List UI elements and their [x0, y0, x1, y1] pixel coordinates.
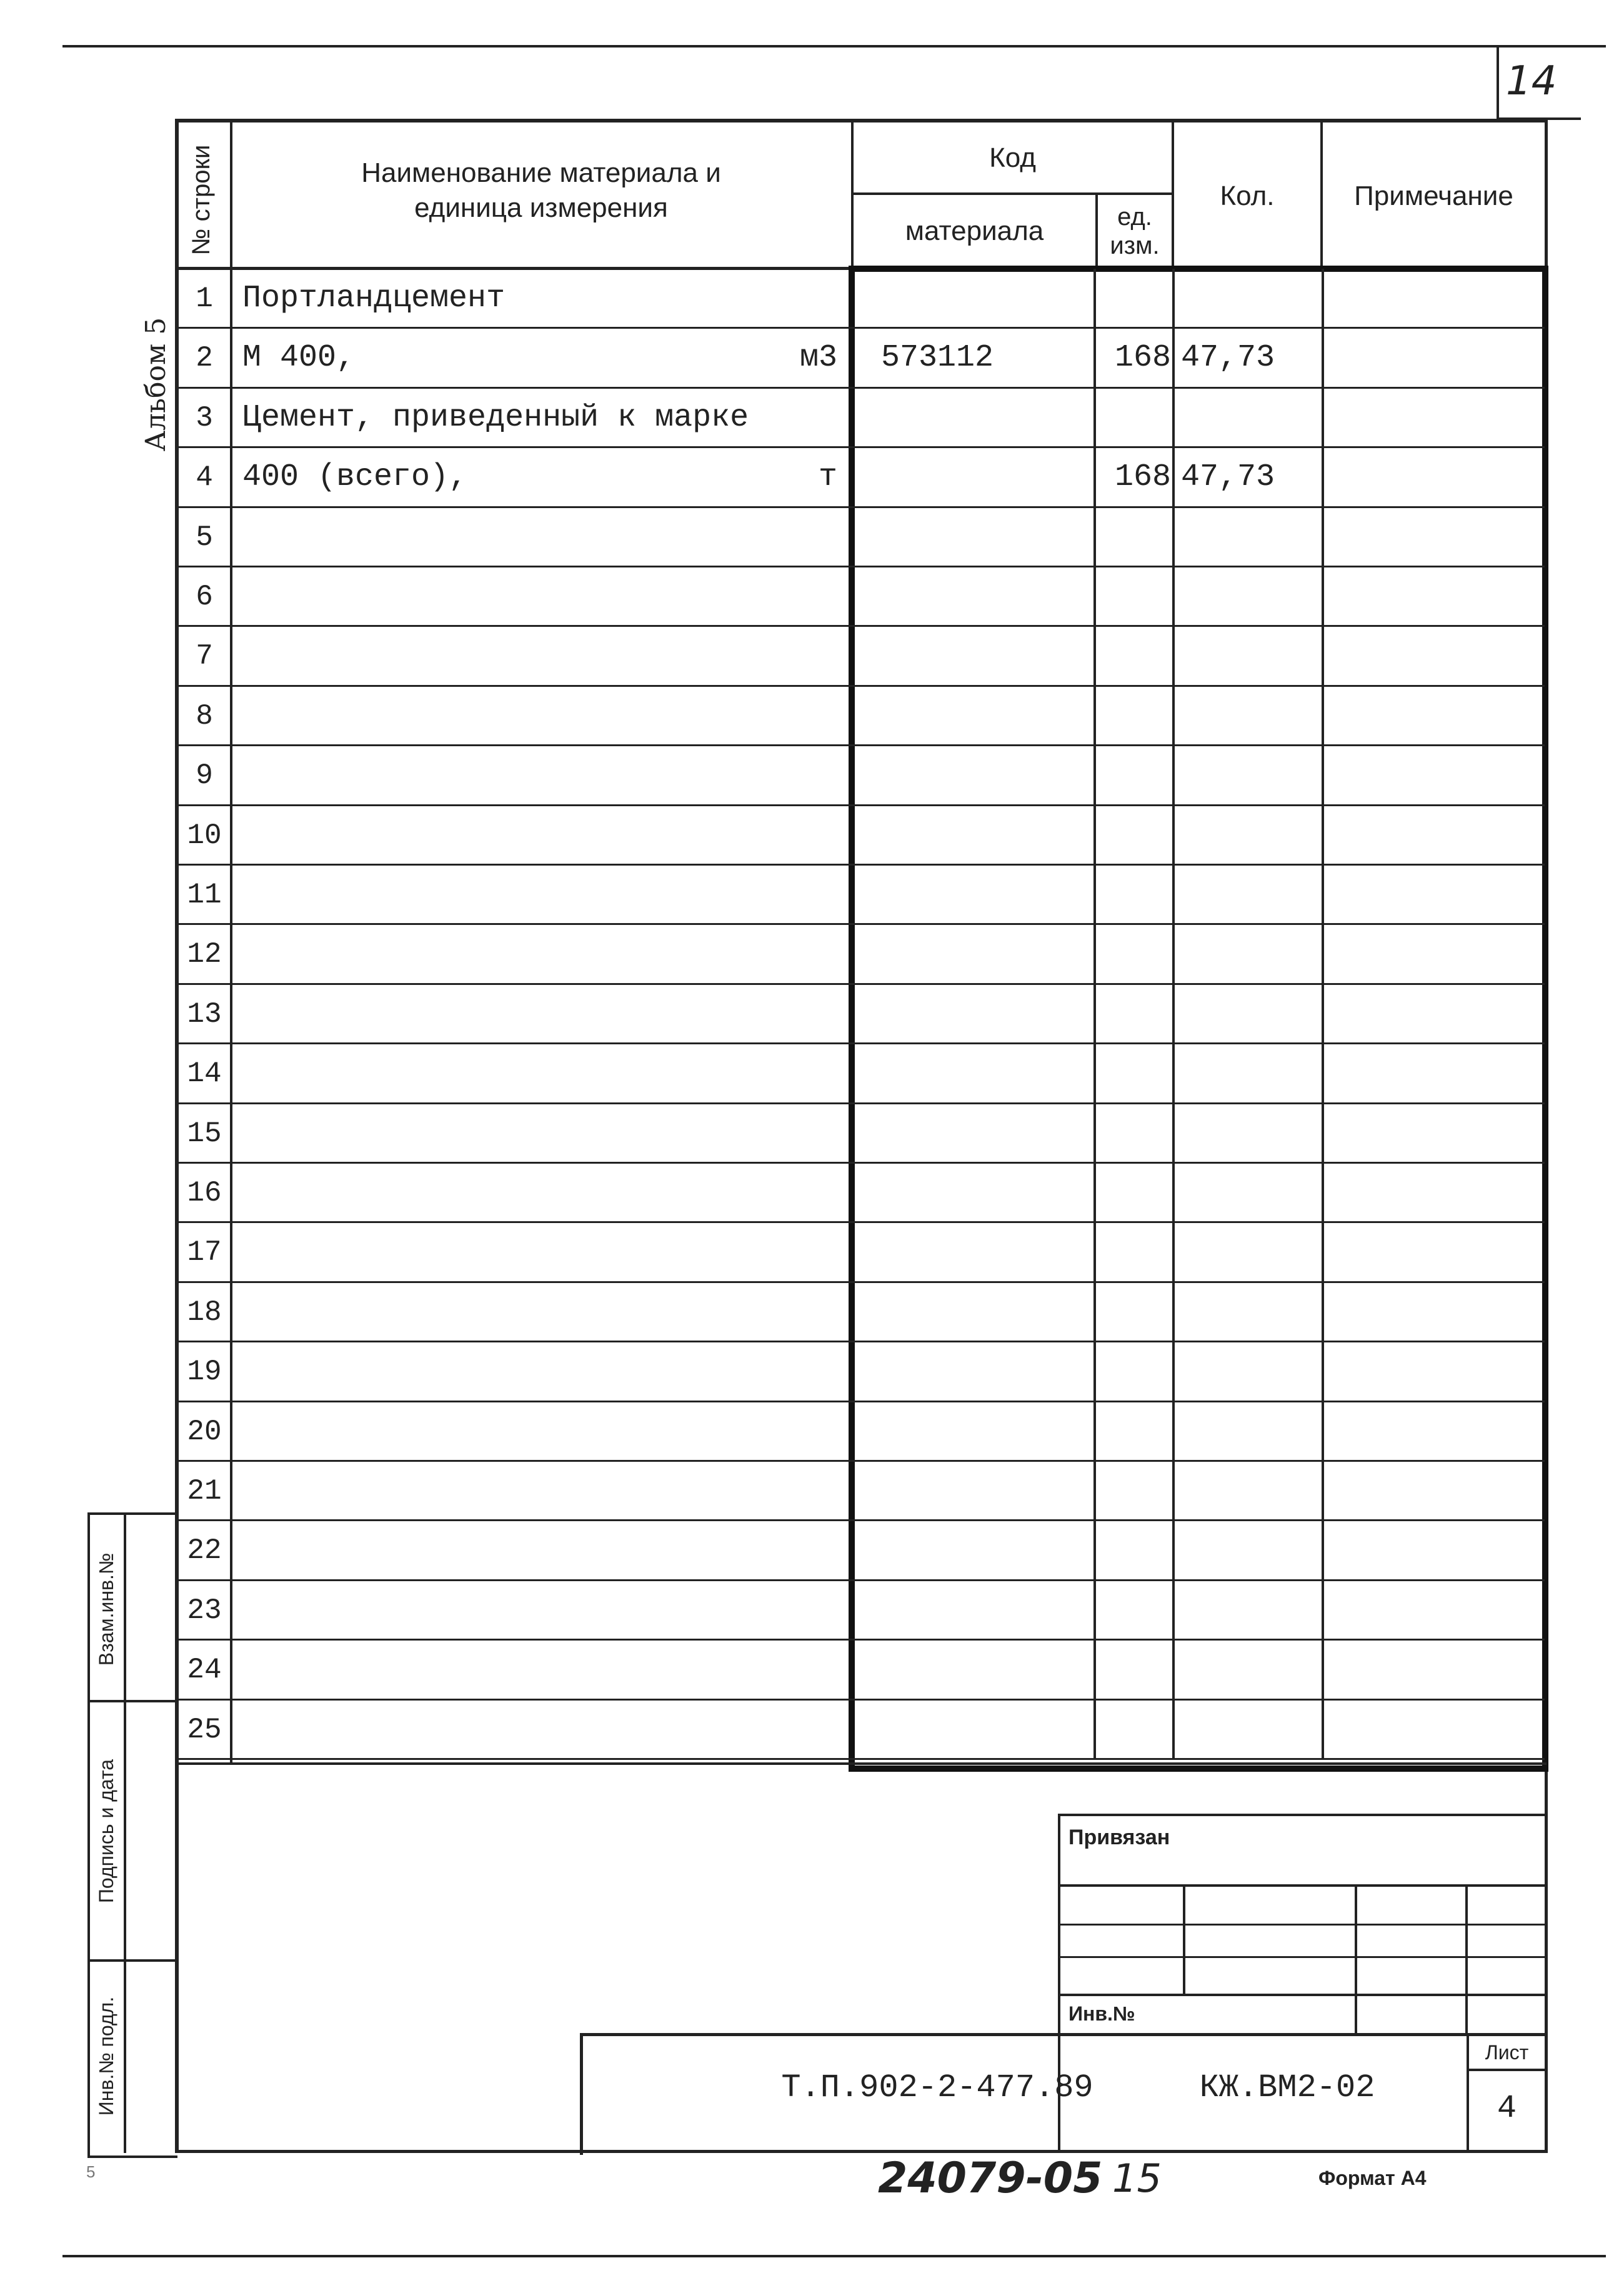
privyazan-col1 [1183, 1884, 1185, 1994]
row-line [179, 744, 1545, 746]
footer-page: 15 [1112, 2155, 1162, 2201]
side-stamp-mid [124, 1512, 126, 2153]
row-line [179, 685, 1545, 687]
row-quantity [1181, 269, 1318, 328]
row-number: 20 [187, 1415, 222, 1448]
row-line [179, 1699, 1545, 1701]
row-number: 14 [187, 1057, 222, 1090]
row-quantity: 47,73 [1181, 459, 1275, 495]
row-number: 10 [187, 819, 222, 852]
row-number: 22 [187, 1534, 222, 1567]
page-number: 14 [1506, 58, 1557, 104]
row-number: 4 [196, 461, 213, 494]
privyazan-line1 [1058, 1884, 1545, 1887]
row-line [179, 625, 1545, 627]
sheet-number: 4 [1497, 2089, 1517, 2127]
row-unit-code: 168 [1114, 340, 1171, 376]
row-number: 7 [196, 639, 213, 672]
row-line [179, 923, 1545, 925]
privyazan-line3 [1058, 1956, 1545, 1958]
footer-number: 24079-05 [878, 2153, 1103, 2203]
row-unit-label [775, 388, 837, 447]
col-code-sep [1172, 269, 1175, 1759]
inv-no-label: Инв.№ [1069, 2002, 1135, 2025]
row-number: 5 [196, 521, 213, 554]
row-unit-label: м3 [799, 340, 837, 376]
row-line [179, 1162, 1545, 1164]
row-line [179, 1460, 1545, 1462]
row-number: 12 [187, 937, 222, 971]
row-line [179, 1579, 1545, 1581]
header-qty: Кол. [1220, 180, 1275, 211]
sheet-box-line [1467, 2069, 1545, 2071]
row-material-code: 573112 [881, 340, 994, 376]
row-number: 18 [187, 1296, 222, 1329]
row-line [179, 864, 1545, 866]
privyazan-col2 [1355, 1884, 1357, 2036]
table-top [175, 119, 1547, 122]
col-no-right [230, 119, 232, 1762]
row-number: 15 [187, 1117, 222, 1150]
row-unit-code: 168 [1114, 459, 1171, 495]
row-number: 17 [187, 1236, 222, 1269]
row-number: 23 [187, 1594, 222, 1627]
side-stamp-sep1 [87, 1700, 175, 1702]
header-material: материала [905, 215, 1044, 246]
row-number: 13 [187, 997, 222, 1031]
header-row-no: № строки [187, 144, 215, 256]
row-number: 19 [187, 1355, 222, 1388]
row-line [179, 566, 1545, 567]
row-material-code [881, 269, 1087, 328]
header-note: Примечание [1354, 180, 1513, 211]
row-quantity: 47,73 [1181, 340, 1275, 376]
row-name: Цемент, приведенный к марке [242, 400, 749, 436]
label-vzam-inv: Взам.инв.№ [95, 1552, 117, 1666]
row-number: 25 [187, 1713, 222, 1746]
row-number: 21 [187, 1474, 222, 1507]
row-material-code [881, 447, 1087, 507]
row-line [179, 1639, 1545, 1641]
header-name: Наименование материала и единица измерения [361, 157, 721, 223]
row-number: 9 [196, 759, 213, 792]
row-line [179, 1519, 1545, 1521]
footer-corner-mark: 5 [86, 2162, 96, 2181]
row-name: М 400, [242, 340, 356, 376]
header-unit: ед. изм. [1110, 202, 1160, 259]
privyazan-label: Привязан [1069, 1825, 1170, 1849]
row-quantity [1181, 388, 1318, 447]
stamp-top [175, 1762, 1547, 1765]
doc-mark: КЖ.ВМ2-02 [1199, 2069, 1375, 2106]
row-line [179, 1281, 1545, 1283]
label-inv-podl: Инв.№ подл. [95, 1996, 117, 2116]
album-label: Альбом 5 [140, 317, 172, 452]
label-podpis-data: Подпись и дата [95, 1759, 117, 1904]
row-unit-code [1097, 388, 1171, 447]
bottom-border [62, 2255, 1606, 2257]
row-line [179, 983, 1545, 985]
col-qty-sep [1322, 269, 1324, 1759]
row-line [179, 1102, 1545, 1104]
top-border [62, 45, 1606, 47]
header-code: Код [989, 142, 1036, 173]
row-line [179, 1042, 1545, 1044]
row-line [179, 1341, 1545, 1342]
row-number: 1 [196, 282, 213, 315]
row-number: 11 [187, 878, 222, 911]
row-unit-label [775, 269, 837, 328]
row-name: 400 (всего), [242, 459, 468, 495]
sheet-label: Лист [1485, 2041, 1529, 2064]
row-line [179, 804, 1545, 806]
row-material-code [881, 388, 1087, 447]
page-number-box-left [1497, 45, 1499, 119]
row-unit-label: т [818, 459, 837, 495]
row-number: 16 [187, 1176, 222, 1209]
row-number: 6 [196, 580, 213, 613]
row-number: 8 [196, 699, 213, 732]
row-line [179, 1758, 1545, 1760]
row-line [179, 1221, 1545, 1223]
footer-format: Формат А4 [1318, 2166, 1427, 2189]
row-line [179, 1401, 1545, 1402]
row-name: Портландцемент [242, 281, 506, 316]
side-stamp-sep2 [87, 1959, 175, 1962]
row-number: 2 [196, 341, 213, 374]
row-unit-code [1097, 269, 1171, 328]
row-number: 3 [196, 401, 213, 434]
privyazan-col3 [1465, 1884, 1468, 2036]
doc-code: Т.П.902-2-477.89 [781, 2069, 1093, 2106]
col-unitcode-sep [1093, 269, 1096, 1759]
row-number: 24 [187, 1653, 222, 1686]
privyazan-line2 [1058, 1924, 1545, 1926]
